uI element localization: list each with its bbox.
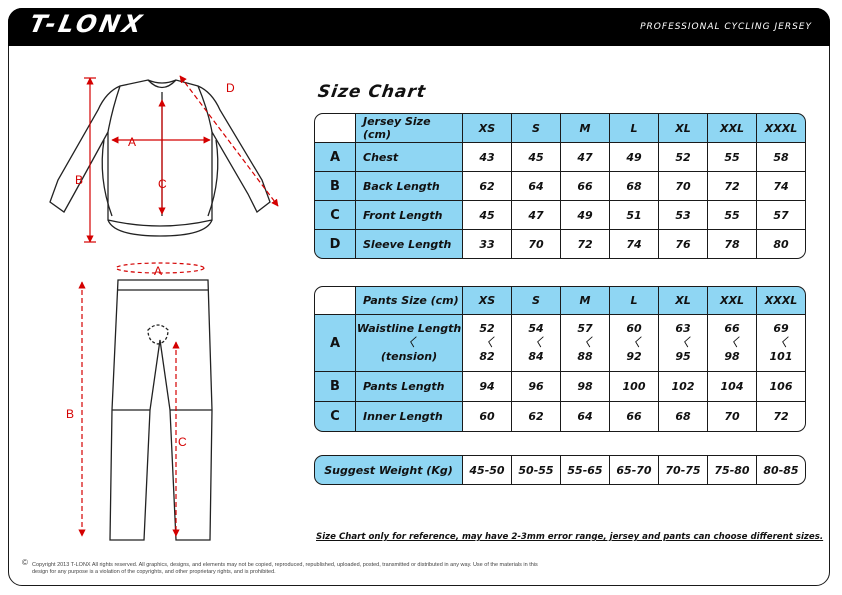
- range-min: 63: [675, 322, 691, 335]
- table-cell: 66: [610, 402, 659, 432]
- row-letter: C: [314, 402, 356, 432]
- range-min: 57: [577, 322, 593, 335]
- table-cell: 68: [659, 402, 708, 432]
- range-max: 82: [479, 350, 495, 363]
- brand-tagline: PROFESSIONAL CYCLING JERSEY: [640, 22, 812, 32]
- row-label: Sleeve Length: [356, 230, 463, 259]
- table-cell: 53: [659, 201, 708, 230]
- copyright-icon: ©: [22, 558, 28, 567]
- pants-label-c: C: [178, 435, 187, 449]
- row-letter: A: [314, 143, 356, 172]
- size-l: L: [610, 113, 659, 143]
- table-cell: 102: [659, 372, 708, 402]
- corner-cell: [314, 113, 356, 143]
- range-max: 88: [577, 350, 593, 363]
- range-mark: 〈: [677, 336, 689, 349]
- table-cell: 50-55: [512, 455, 561, 485]
- table-cell: 55-65: [561, 455, 610, 485]
- range-max: 101: [769, 350, 793, 363]
- range-min: 52: [479, 322, 495, 335]
- row-letter: D: [314, 230, 356, 259]
- range-mark: 〈: [628, 336, 640, 349]
- jersey-outline: [50, 80, 270, 236]
- table-cell: 74: [757, 172, 806, 201]
- range-max: 84: [528, 350, 544, 363]
- table-cell: 75-80: [708, 455, 757, 485]
- table-cell: 45: [463, 201, 512, 230]
- size-l: L: [610, 286, 659, 315]
- size-s: S: [512, 113, 561, 143]
- waist-label-line2: (tension): [380, 350, 438, 363]
- table-row: [314, 372, 806, 402]
- size-chart-title: Size Chart: [316, 82, 428, 102]
- table-cell: 70-75: [659, 455, 708, 485]
- weight-label: Suggest Weight (Kg): [314, 455, 463, 485]
- table-cell: 106: [757, 372, 806, 402]
- size-xl: XL: [659, 286, 708, 315]
- row-label: Back Length: [356, 172, 463, 201]
- table-cell: 100: [610, 372, 659, 402]
- row-letter: B: [314, 172, 356, 201]
- table-cell: 47: [561, 143, 610, 172]
- table-cell: 80: [757, 230, 806, 259]
- waist-label-line1: Waistline Length: [356, 322, 462, 335]
- size-m: M: [561, 286, 610, 315]
- table-cell: 80-85: [757, 455, 806, 485]
- table-cell: 66: [561, 172, 610, 201]
- row-label: Chest: [356, 143, 463, 172]
- table-cell: [463, 315, 512, 372]
- jersey-size-table: [314, 113, 806, 259]
- pants-outline: [110, 280, 212, 540]
- table-cell: 96: [512, 372, 561, 402]
- table-cell: [512, 315, 561, 372]
- row-letter: A: [314, 315, 356, 372]
- table-cell: 64: [512, 172, 561, 201]
- row-label: Front Length: [356, 201, 463, 230]
- table-row: [314, 201, 806, 230]
- table-row: [314, 402, 806, 432]
- table-cell: [561, 315, 610, 372]
- range-max: 92: [626, 350, 642, 363]
- row-label: Pants Length: [356, 372, 463, 402]
- table-cell: 70: [512, 230, 561, 259]
- table-cell: 49: [610, 143, 659, 172]
- jersey-label-c: C: [158, 177, 167, 191]
- corner-cell: [314, 286, 356, 315]
- range-min: 66: [724, 322, 740, 335]
- size-xs: XS: [463, 286, 512, 315]
- table-cell: 68: [610, 172, 659, 201]
- pants-label-b: B: [66, 407, 75, 421]
- jersey-label-a: A: [128, 135, 137, 149]
- row-label: [356, 315, 463, 372]
- pants-label-a: A: [154, 264, 163, 278]
- table-cell: 72: [561, 230, 610, 259]
- row-label: Inner Length: [356, 402, 463, 432]
- table-cell: 51: [610, 201, 659, 230]
- range-mark: 〈: [775, 336, 787, 349]
- table-row: [314, 455, 806, 485]
- brand-logo: T-LONX: [27, 10, 148, 38]
- table-cell: 104: [708, 372, 757, 402]
- pants-header-row: [314, 286, 806, 315]
- table-cell: 52: [659, 143, 708, 172]
- table-cell: 57: [757, 201, 806, 230]
- jersey-label-b: B: [75, 173, 84, 187]
- size-s: S: [512, 286, 561, 315]
- table-cell: 98: [561, 372, 610, 402]
- suggested-weight-table: [314, 455, 806, 485]
- range-mark: 〈: [726, 336, 738, 349]
- size-xxxl: XXXL: [757, 286, 806, 315]
- table-cell: [610, 315, 659, 372]
- size-xl: XL: [659, 113, 708, 143]
- table-cell: 74: [610, 230, 659, 259]
- jersey-header-label: Jersey Size (cm): [356, 113, 463, 143]
- table-row: [314, 315, 806, 372]
- table-cell: 43: [463, 143, 512, 172]
- jersey-header-row: [314, 113, 806, 143]
- table-cell: 47: [512, 201, 561, 230]
- range-max: 95: [675, 350, 691, 363]
- size-xxl: XXL: [708, 286, 757, 315]
- table-cell: 78: [708, 230, 757, 259]
- table-cell: 33: [463, 230, 512, 259]
- range-mark: 〈: [530, 336, 542, 349]
- pants-header-label: Pants Size (cm): [356, 286, 463, 315]
- size-xxxl: XXXL: [757, 113, 806, 143]
- table-row: [314, 143, 806, 172]
- table-cell: 45: [512, 143, 561, 172]
- table-row: [314, 230, 806, 259]
- table-cell: 55: [708, 201, 757, 230]
- waist-label-mark: 〈: [403, 336, 415, 349]
- table-cell: 62: [512, 402, 561, 432]
- table-cell: 49: [561, 201, 610, 230]
- row-letter: B: [314, 372, 356, 402]
- jersey-label-d: D: [226, 81, 235, 95]
- size-xs: XS: [463, 113, 512, 143]
- range-min: 69: [773, 322, 789, 335]
- pants-size-table: [314, 286, 806, 432]
- table-cell: 70: [708, 402, 757, 432]
- table-cell: [659, 315, 708, 372]
- row-letter: C: [314, 201, 356, 230]
- table-cell: 94: [463, 372, 512, 402]
- table-cell: 62: [463, 172, 512, 201]
- table-cell: 70: [659, 172, 708, 201]
- size-chart-note: Size Chart only for reference, may have 2-3mm error range, jersey and pants can choose different sizes.: [316, 532, 824, 542]
- table-cell: 55: [708, 143, 757, 172]
- table-cell: [757, 315, 806, 372]
- table-cell: 65-70: [610, 455, 659, 485]
- table-cell: [708, 315, 757, 372]
- table-cell: 64: [561, 402, 610, 432]
- range-max: 98: [724, 350, 740, 363]
- range-mark: 〈: [481, 336, 493, 349]
- range-min: 54: [528, 322, 544, 335]
- table-cell: 76: [659, 230, 708, 259]
- range-mark: 〈: [579, 336, 591, 349]
- copyright-text: Copyright 2013 T-LONX All rights reserved. All graphics, designs, and elements may not be copied, reproduced, republished, uploaded, posted, transmitted or distributed in any way. Use of the materials in this design for any purpose is a violation of the copyrights, and other proprietary rights, and is prohibited.: [32, 562, 538, 575]
- table-cell: 60: [463, 402, 512, 432]
- table-cell: 45-50: [463, 455, 512, 485]
- range-min: 60: [626, 322, 642, 335]
- table-cell: 72: [708, 172, 757, 201]
- table-cell: 58: [757, 143, 806, 172]
- pants-dimension-lines: [82, 263, 204, 536]
- size-m: M: [561, 113, 610, 143]
- size-xxl: XXL: [708, 113, 757, 143]
- table-row: [314, 172, 806, 201]
- table-cell: 72: [757, 402, 806, 432]
